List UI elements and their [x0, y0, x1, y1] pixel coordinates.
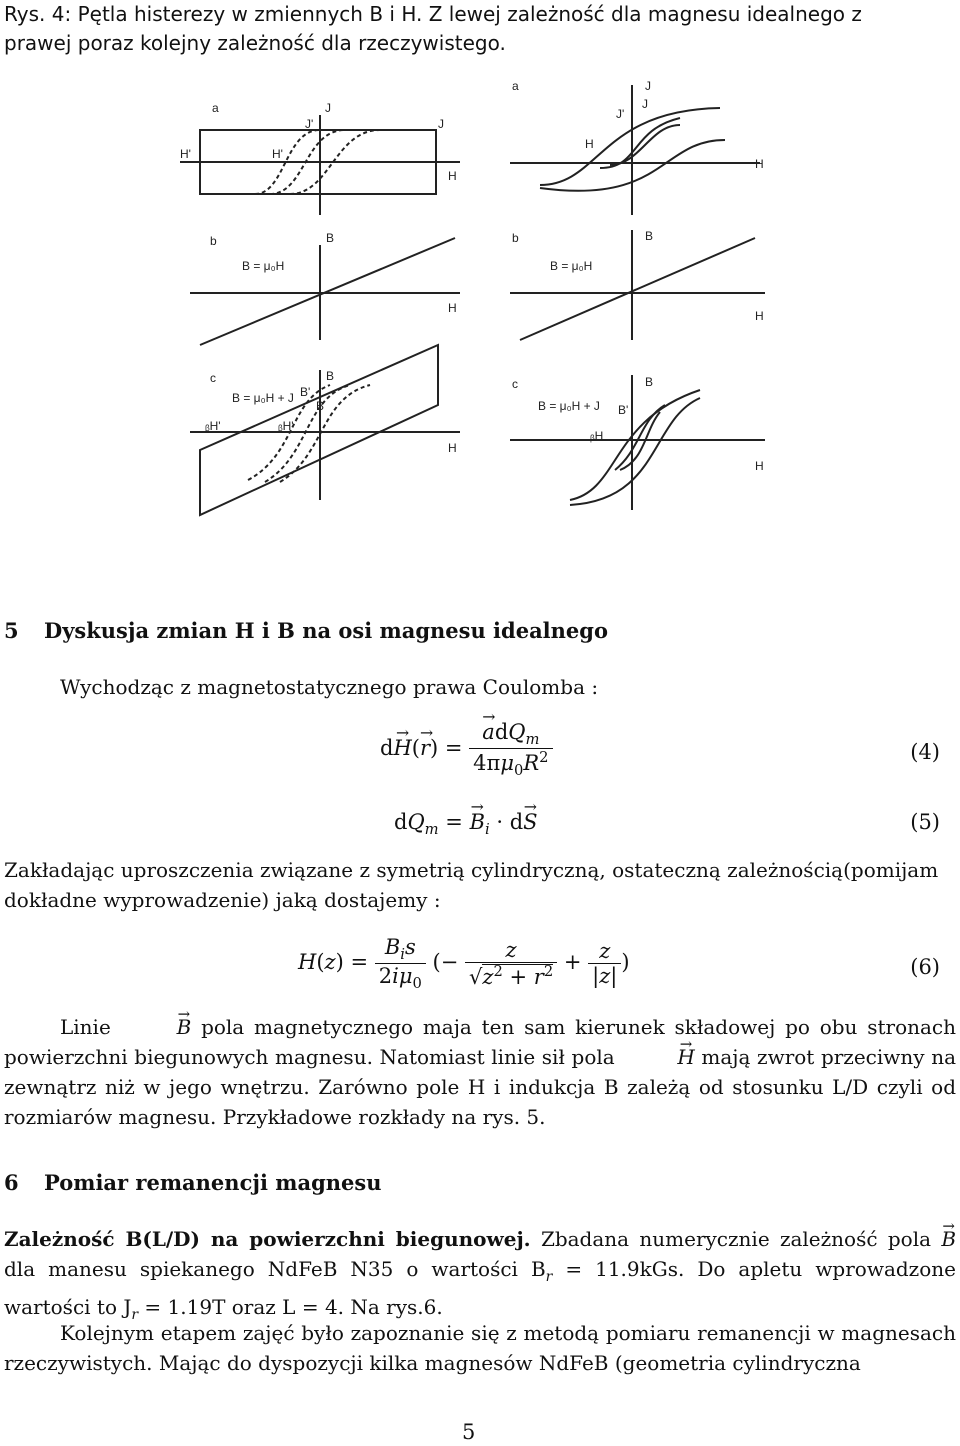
left-eq-b: B = μ₀H — [242, 259, 285, 273]
left-label-Hc1: H' — [180, 147, 191, 161]
right-label-H-b: H — [755, 309, 764, 323]
left-label-Bprime2: B — [316, 399, 325, 413]
page-number: 5 — [462, 1420, 476, 1444]
left-label-J: J — [325, 101, 331, 115]
equation-4: d→ H(→ r) = → $\frac{adQ_m}{4\pi\mu_0R^2}$ (4) — [0, 720, 960, 780]
caption-line-1: Rys. 4: Pętla histerezy w zmiennych B i H. Z lewej zależność dla magnesu idealnego z — [4, 2, 862, 26]
left-label-H-b: H — [448, 301, 457, 315]
paragraph-3-part-b: dla manesu spiekanego NdFeB N35 o wartości B — [4, 1257, 546, 1281]
right-label-H-a: H — [755, 157, 764, 171]
right-label-c: c — [512, 377, 518, 391]
right-label-B-c: B — [645, 375, 654, 389]
equation-4-number: (4) — [910, 740, 940, 764]
paragraph-1: Zakładając uproszczenia związane z symetrią cylindryczną, ostateczną zależnością(pomijam dokładne wyprowadzenie) jaką dostajemy : — [4, 858, 939, 912]
hysteresis-figure — [0, 60, 960, 530]
paragraph-2-part-b: pola magnetycznego maja ten sam kierunek składowej po obu stronach powierzchni biegunowych magnesu. Natomiast linie sił pola — [4, 1015, 956, 1069]
right-label-Hc: H — [585, 137, 594, 151]
left-label-Hpc2: ᵦH' — [278, 419, 294, 433]
right-label-B-b: B — [645, 229, 654, 243]
left-label-J1: J' — [305, 117, 314, 131]
equation-6-number: (6) — [910, 955, 940, 979]
left-label-B-b: B — [326, 231, 335, 245]
caption-line-2: prawej poraz kolejny zależność dla rzeczywistego. — [4, 31, 506, 55]
left-label-Hc2: H' — [272, 147, 283, 161]
right-eq-c: B = μ₀H + J — [538, 399, 600, 413]
figure-caption — [4, 0, 956, 58]
equation-6: H(z) = $\frac{B_is}{2i\mu_0}$ (− $\frac{z}{√z^2 + r^2}$ + $\frac{z}{|z|}$ ) (6) — [298, 935, 940, 993]
equation-5-number: (5) — [910, 810, 940, 834]
left-label-Hpc1: ᵦH' — [205, 419, 221, 433]
left-label-H-a: H — [448, 169, 457, 183]
paragraph-3-part-a: Zbadana numerycznie zależność pola — [540, 1227, 932, 1251]
right-label-J: J — [645, 79, 651, 93]
section-6-heading — [4, 1170, 381, 1195]
left-label-a: a — [212, 101, 219, 115]
left-eq-c: B = μ₀H + J — [232, 391, 294, 405]
paragraph-2-part-a: Linie — [60, 1015, 111, 1039]
section-5-heading — [4, 618, 608, 643]
left-label-J2: J — [438, 117, 444, 131]
paragraph-3-part-c: = 11.9kGs. Do apletu wprowadzone wartości to J — [4, 1257, 956, 1319]
paragraph-4: Kolejnym etapem zajęć było zapoznanie się z metodą pomiaru remanencji w magnesach rzeczywistych. Mając do dyspozycji kilka magnesów NdFeB (geometria cylindryczna — [4, 1321, 956, 1375]
paragraph-3-part-d: = 1.19T oraz L = 4. Na rys.6. — [138, 1295, 443, 1319]
section-5-title: Dyskusja zmian H i B na osi magnesu idealnego — [44, 618, 608, 643]
intro-text: Wychodząc z magnetostatycznego prawa Coulomba : — [60, 675, 599, 699]
left-label-H-c: H — [448, 441, 457, 455]
right-label-a: a — [512, 79, 519, 93]
right-label-b: b — [512, 231, 519, 245]
right-label-H-c: H — [755, 459, 764, 473]
right-label-Bprime: B' — [618, 403, 629, 417]
equation-5: $dQ_m$ = → $B_i \cdot d\to S$ (5) — [0, 810, 960, 870]
right-label-Jr: J — [642, 97, 648, 111]
left-label-B-c: B — [326, 369, 335, 383]
right-eq-b: B = μ₀H — [550, 259, 593, 273]
section-6-title: Pomiar remanencji magnesu — [44, 1170, 382, 1195]
left-label-c: c — [210, 371, 216, 385]
left-label-b: b — [210, 234, 217, 248]
section-5-number: 5 — [4, 618, 19, 643]
paragraph-3-bold: Zależność B(L/D) na powierzchni biegunowej. — [4, 1227, 531, 1251]
right-label-Hbc: ᵦH — [590, 429, 604, 443]
left-label-Bprime: B' — [300, 385, 311, 399]
right-label-J1: J' — [616, 107, 625, 121]
paragraph-2-part-c: mają zwrot przeciwny na zewnątrz niż w jego wnętrzu. Zarówno pole H i indukcja B zależą od stosunku L/D czyli od rozmiarów magnesu. Przykładowe rozkłady na rys. 5. — [4, 1045, 957, 1129]
paragraph-2: Linie → B pola magnetycznego maja ten sam kierunek składowej po obu stronach powierzchni biegunowych magnesu. Natomiast linie sił pola → H mają zwrot przeciwny na zewnątrz niż w jego wnętrzu. Zarówno pole H i indukcja B zależą od stosunku L/D czyli od rozmiarów magnesu. Przykładowe rozkłady na rys. 5. — [4, 1012, 956, 1132]
paragraph-3: Zależność B(L/D) na powierzchni biegunowej. Zbadana numerycznie zależność pola → B dla manesu spiekanego NdFeB N35 o wartości $B_r = 11.9kGs$. Do apletu wprowadzone wartości to $J_r = 1.19T$ oraz L = 4. Na rys.6. — [4, 1224, 956, 1330]
section-6-number: 6 — [4, 1170, 19, 1195]
